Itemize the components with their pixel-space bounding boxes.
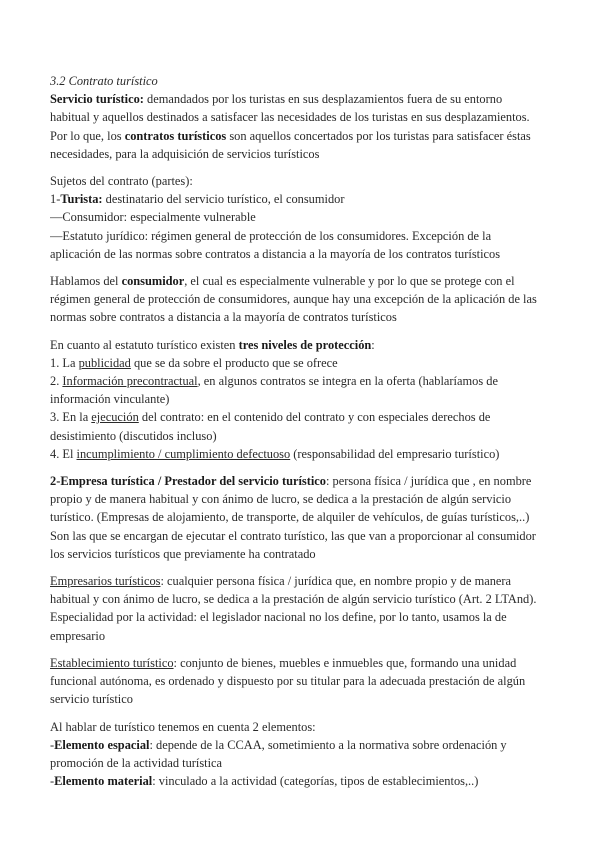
line: —Estatuto jurídico: régimen general de protección de los consumidores. Excepción de la [50, 228, 492, 243]
list-item: 2. Información precontractual, en algunos contratos se integra en la oferta (hablaríamos de [50, 374, 498, 389]
list-item: -Elemento material: vinculado a la actividad (categorías, tipos de establecimientos,..) [50, 774, 479, 789]
line: desistimiento (discutidos incluso) [50, 428, 217, 443]
line: servicio turístico [50, 692, 133, 707]
line: funcional autónoma, es ordenado y dispuesto por su titular para la adecuada prestación de algún [50, 674, 526, 689]
line: Especialidad por la actividad: el legislador nacional no los define, por lo tanto, usamos la de [50, 610, 507, 625]
line: 2-Empresa turística / Prestador del servicio turístico: persona física / jurídica que , en nombre [50, 474, 532, 489]
line: Empresarios turísticos: cualquier persona física / jurídica que, en nombre propio y de manera [50, 574, 512, 589]
term-elemento-material: Elemento material [54, 774, 153, 789]
term-elemento-espacial: Elemento espacial [54, 737, 150, 752]
term-incumplimiento: incumplimiento / cumplimiento defectuoso [76, 446, 291, 461]
paragraph-elementos [50, 718, 554, 791]
section-title: 3.2 Contrato turístico [50, 74, 158, 88]
term-empresa-turistica: 2-Empresa turística / Prestador del servicio turístico [50, 474, 326, 489]
paragraph-empresarios-turisticos [50, 572, 554, 645]
paragraph-servicio-turistico [50, 90, 554, 163]
list-item: 1. La publicidad que se da sobre el producto que se ofrece [50, 355, 338, 370]
line: promoción de la actividad turística [50, 755, 223, 770]
line: turístico. (Empresas de alojamiento, de transporte, de alquiler de vehículos, de guías turísticos,..) [50, 510, 530, 525]
line: Sujetos del contrato (partes): [50, 174, 193, 189]
line: empresario [50, 628, 106, 643]
term-informacion-precontractual: Información precontractual [62, 374, 198, 389]
paragraph-establecimiento-turistico [50, 654, 554, 709]
paragraph-empresa-turistica [50, 472, 554, 563]
term-contratos-turisticos: contratos turísticos [124, 128, 227, 143]
paragraph-consumidor [50, 272, 554, 327]
term-consumidor: consumidor [121, 274, 185, 289]
list-item: -Elemento espacial: depende de la CCAA, sometimiento a la normativa sobre ordenación y [50, 737, 507, 752]
line: Por lo que, los contratos turísticos son aquellos concertados por los turistas para satisfacer éstas [50, 128, 531, 143]
list-item: 3. En la ejecución del contrato: en el contenido del contrato y con especiales derechos de [50, 410, 491, 425]
line: Establecimiento turístico: conjunto de bienes, muebles e inmuebles que, formando una unidad [50, 655, 517, 670]
line: habitual y con ánimo de lucro, se dedica a la prestación de algún servicio turístico (Art. 2 LTAnd). [50, 592, 537, 607]
line: normas sobre contratos a distancia a la mayoría de contratos turísticos [50, 310, 397, 325]
line: —Consumidor: especialmente vulnerable [50, 210, 256, 225]
term-ejecucion: ejecución [91, 410, 139, 425]
term-publicidad: publicidad [78, 355, 131, 370]
line: Hablamos del consumidor, el cual es especialmente vulnerable y por lo que se protege con el [50, 274, 515, 289]
term-niveles-proteccion: tres niveles de protección [238, 337, 372, 352]
paragraph-niveles-proteccion [50, 336, 554, 463]
line: Servicio turístico: demandados por los turistas en sus desplazamientos fuera de su entorno [50, 92, 503, 107]
line: propio y de manera habitual y con ánimo de lucro, se dedica a la prestación de algún servicio [50, 492, 512, 507]
paragraph-sujetos [50, 172, 554, 263]
line: Son las que se encargan de ejecutar el contrato turístico, las que van a proporcionar al consumidor [50, 528, 536, 543]
line: los servicios turísticos que previamente ha contratado [50, 546, 316, 561]
line: Al hablar de turístico tenemos en cuenta 2 elementos: [50, 719, 316, 734]
line: necesidades, para la adquisición de servicios turísticos [50, 146, 320, 161]
list-item: 4. El incumplimiento / cumplimiento defectuoso (responsabilidad del empresario turístico) [50, 446, 500, 461]
line: régimen general de protección de consumidores, aunque hay una excepción de la aplicación de las [50, 292, 537, 307]
term-servicio-turistico: Servicio turístico: [50, 92, 144, 107]
line: habitual y aquellos destinados a satisfacer las necesidades de los turistas en sus desplazamientos. [50, 110, 530, 125]
line: En cuanto al estatuto turístico existen tres niveles de protección: [50, 337, 375, 352]
term-empresarios-turisticos: Empresarios turísticos [50, 574, 161, 589]
term-establecimiento-turistico: Establecimiento turístico [50, 655, 174, 670]
line: 1-Turista: destinatario del servicio turístico, el consumidor [50, 192, 345, 207]
line: aplicación de las normas sobre contratos a distancia a la mayoría de los contratos turísticos [50, 246, 501, 261]
term-turista: Turista: [60, 192, 103, 207]
line: información vinculante) [50, 392, 170, 407]
